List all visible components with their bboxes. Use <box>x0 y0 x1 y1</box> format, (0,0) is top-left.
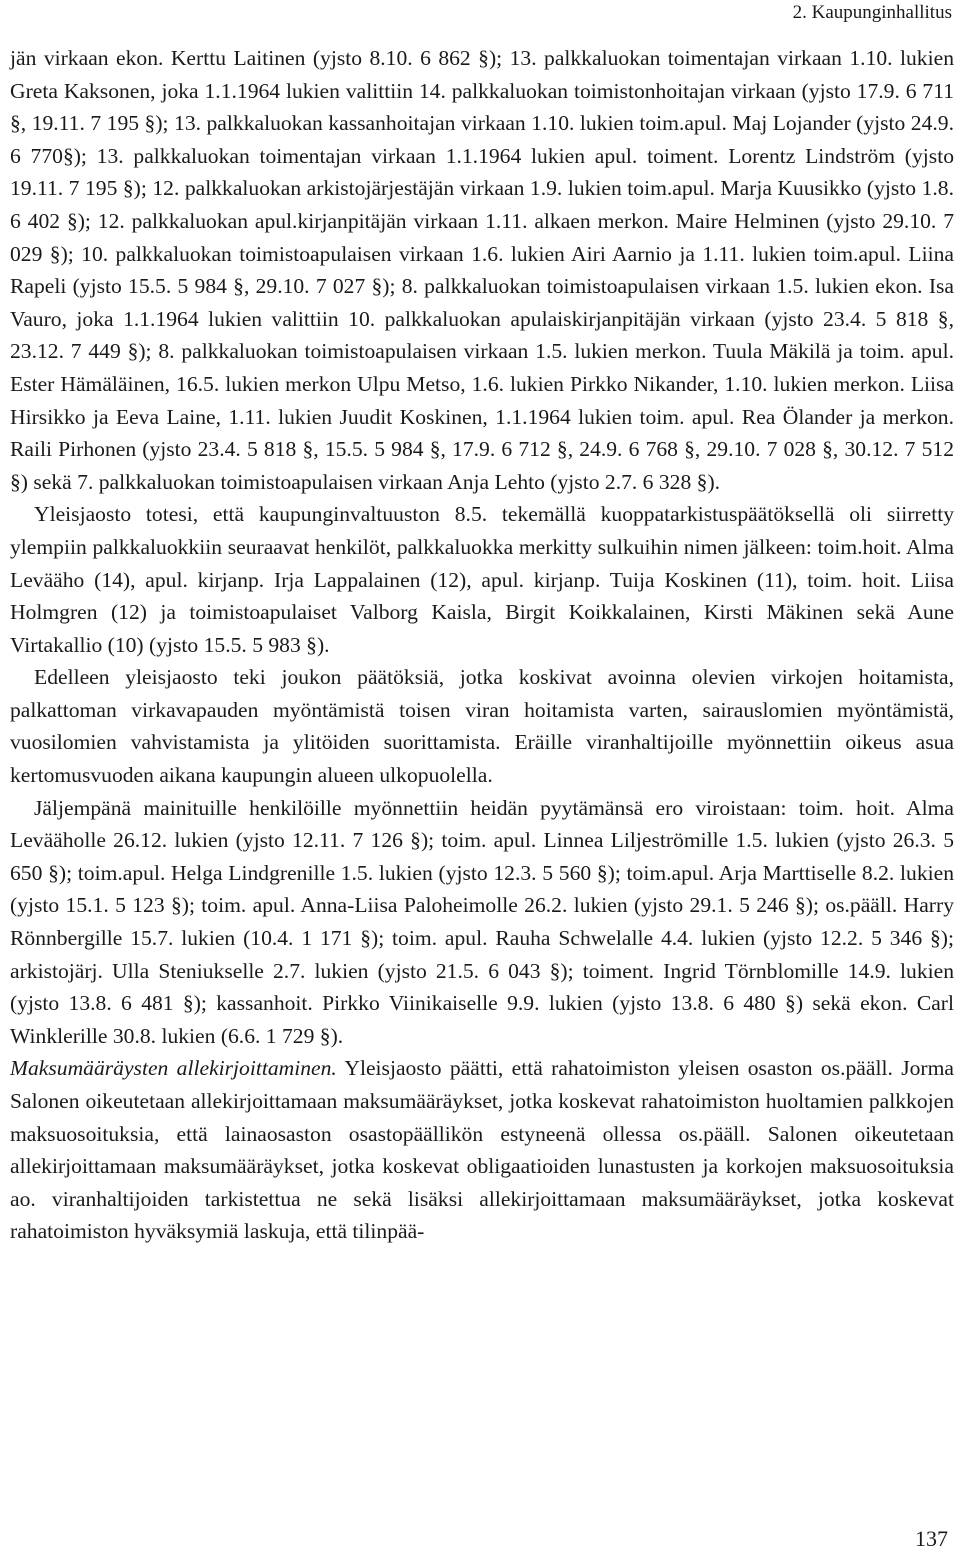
paragraph-text: Edelleen yleisjaosto teki joukon päätöksiä, jotka koskivat avoinna olevien virkojen hoitamista, palkattoman virkavapauden myöntämistä toisen viran hoitamista varten, sairauslomien myöntämistä, vuosilomien vahvistamista ja ylitöiden suorittamista. Eräille viranhaltijoille myönnettiin oikeus asua kertomusvuoden aikana kaupungin alueen ulkopuolella. <box>10 665 954 788</box>
paragraph-text: Jäljempänä mainituille henkilöille myönnettiin heidän pyytämänsä ero viroistaan: toim. hoit. Alma Levääholle 26.12. lukien (yjsto 12.11. 7 126 §); toim. apul. Linnea Liljeströmille 1.5. lukien (yjsto 26.3. 5 650 §); toim.apul. Helga Lindgrenille 1.5. lukien (yjsto 12.3. 5 560 §); toim.apul. Arja Marttiselle 8.2. lukien (yjsto 15.1. 5 123 §); toim. apul. Anna-Liisa Paloheimolle 26.2. lukien (yjsto 29.1. 5 246 §); os.pääll. Harry Rönnbergille 15.7. lukien (10.4. 1 171 §); toim. apul. Rauha Schwelalle 4.4. lukien (yjsto 12.2. 5 346 §); arkistojärj. Ulla Steniukselle 2.7. lukien (yjsto 21.5. 6 043 §); toiment. Ingrid Törnblomille 14.9. lukien (yjsto 13.8. 6 481 §); kassanhoit. Pirkko Viinikaiselle 9.9. lukien (yjsto 13.8. 6 480 §) sekä ekon. Carl Winklerille 30.8. lukien (6.6. 1 729 §). <box>10 795 954 1048</box>
paragraph-3 <box>10 661 954 791</box>
paragraph-1 <box>10 42 954 498</box>
paragraph-text: jän virkaan ekon. Kerttu Laitinen (yjsto 8.10. 6 862 §); 13. palkkaluokan toimentajan virkaan 1.10. lukien Greta Kaksonen, joka 1.1.1964 lukien valittiin 14. palkkaluokan toimistonhoitajan virkaan (yjsto 17.9. 6 711 §, 19.11. 7 195 §); 13. palkkaluokan kassanhoitajan virkaan 1.10. lukien toim.apul. Maj Lojander (yjsto 24.9. 6 770§); 13. palkkaluokan toimentajan virkaan 1.1.1964 lukien apul. toiment. Lorentz Lindström (yjsto 19.11. 7 195 §); 12. palkkaluokan arkistojärjestäjän virkaan 1.9. lukien toim.apul. Marja Kuusikko (yjsto 1.8. 6 402 §); 12. palkkaluokan apul.kirjanpitäjän virkaan 1.11. alkaen merkon. Maire Helminen (yjsto 29.10. 7 029 §); 10. palkkaluokan toimistoapulaisen virkaan 1.6. lukien Airi Aarnio ja 1.11. lukien toim.apul. Liina Rapeli (yjsto 15.5. 5 984 §, 29.10. 7 027 §); 8. palkkaluokan toimistoapulaisen virkaan 1.5. lukien ekon. Isa Vauro, joka 1.1.1964 lukien valittiin 10. palkkaluokan apulaiskirjanpitäjän virkaan (yjsto 23.4. 5 818 §, 23.12. 7 449 §); 8. palkkaluokan toimistoapulaisen virkaan 1.5. lukien merkon. Tuula Mäkilä ja toim. apul. Ester Hämäläinen, 16.5. lukien merkon Ulpu Metso, 1.6. lukien Pirkko Nikander, 1.10. lukien merkon. Liisa Hirsikko ja Eeva Laine, 1.11. lukien Juudit Koskinen, 1.1.1964 lukien toim. apul. Rea Ölander ja merkon. Raili Pirhonen (yjsto 23.4. 5 818 §, 15.5. 5 984 §, 17.9. 6 712 §, 24.9. 6 768 §, 29.10. 7 028 §, 30.12. 7 512 §) sekä 7. palkkaluokan toimistoapulaisen virkaan Anja Lehto (yjsto 2.7. 6 328 §). <box>10 46 954 494</box>
body-text <box>10 42 954 1248</box>
running-header: 2. Kaupunginhallitus <box>792 2 952 23</box>
paragraph-text: Yleisjaosto totesi, että kaupunginvaltuuston 8.5. tekemällä kuoppatarkistuspäätöksellä oli siirretty ylempiin palkkaluokkiin seuraavat henkilöt, palkkaluokka merkitty sulkuihin nimen jälkeen: toim.hoit. Alma Levääho (14), apul. kirjanp. Irja Lappalainen (12), apul. kirjanp. Tuija Koskinen (11), toim. hoit. Liisa Holmgren (12) ja toimistoapulaiset Valborg Kaisla, Birgit Koikkalainen, Kirsti Mäkinen sekä Aune Virtakallio (10) (yjsto 15.5. 5 983 §). <box>10 502 954 657</box>
paragraph-5 <box>10 1052 954 1248</box>
run-in-heading: Maksumääräysten allekirjoittaminen. <box>10 1056 337 1081</box>
paragraph-4 <box>10 792 954 1053</box>
paragraph-text: Yleisjaosto päätti, että rahatoimiston yleisen osaston os.pääll. Jorma Salonen oikeutetaan allekirjoittamaan maksumääräykset, jotka koskevat rahatoimiston huoltamien palkkojen maksuosoituksia, että lainaosaston osastopäällikön estyneenä ollessa os.pääll. Salonen oikeutetaan allekirjoittamaan maksumääräykset, jotka koskevat obligaatioiden lunastusten ja korkojen maksuosoituksia ao. viranhaltijoiden tarkistettua ne sekä lisäksi allekirjoittamaan maksumääräykset, jotka koskevat rahatoimiston hyväksymiä laskuja, että tilinpää- <box>10 1056 954 1244</box>
page-number: 137 <box>915 1526 948 1551</box>
paragraph-2 <box>10 498 954 661</box>
